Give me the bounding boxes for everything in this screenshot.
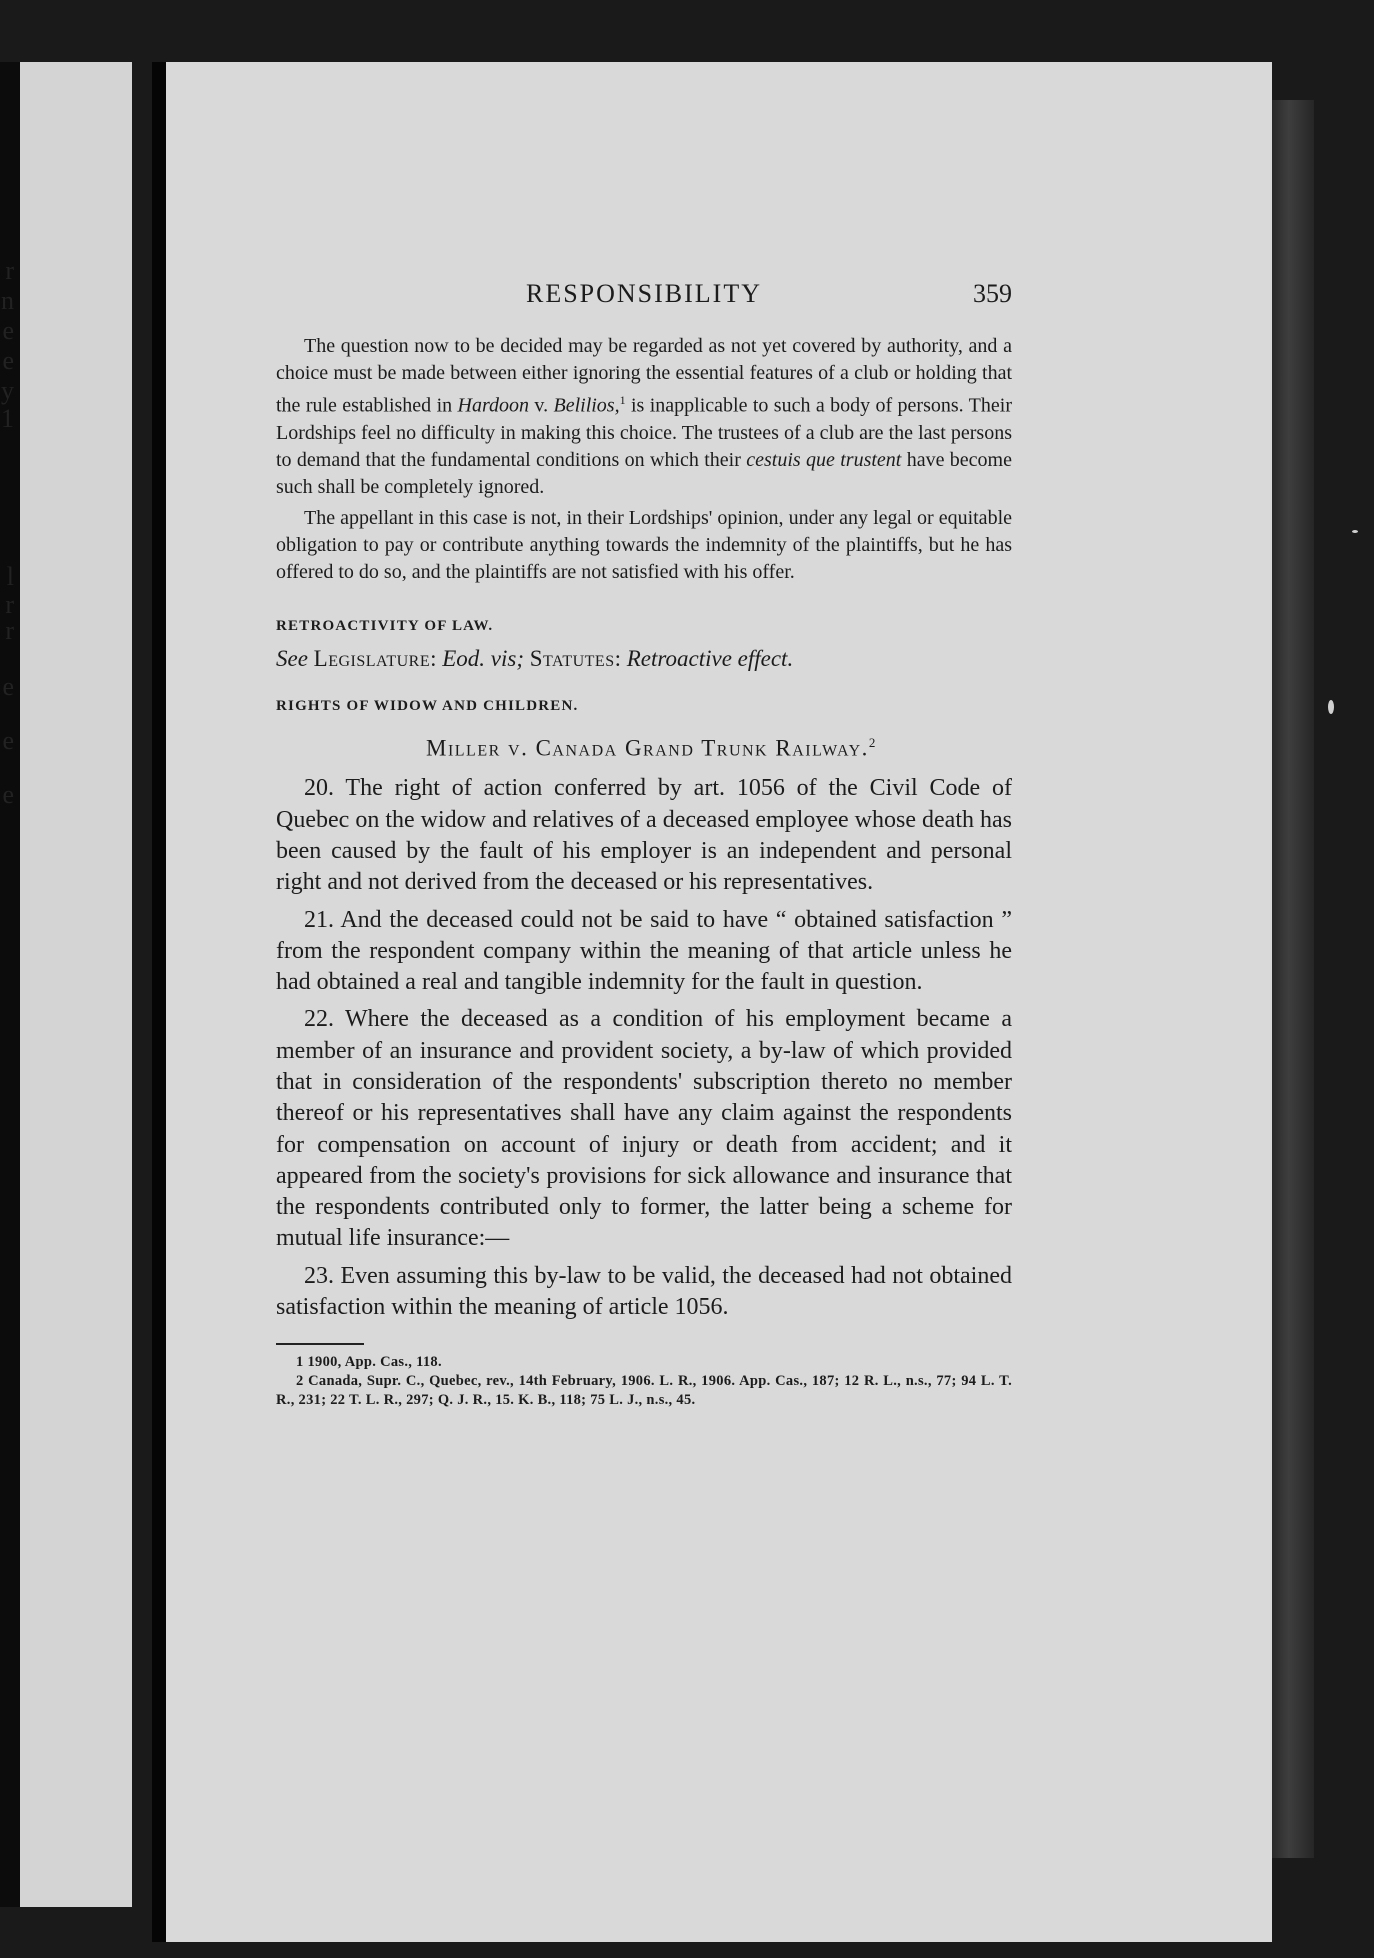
paragraph-number: 22. bbox=[304, 1006, 334, 1033]
cross-ref-sub: Retroactive effect. bbox=[626, 645, 794, 671]
paragraph-number: 23. bbox=[304, 1262, 334, 1289]
margin-fragment: l bbox=[6, 562, 14, 591]
paragraph bbox=[276, 333, 1012, 501]
text-run: v. bbox=[529, 394, 554, 417]
text-run: have become such shall be completely ignored. bbox=[276, 448, 1012, 498]
text-run: The right of action conferred by art. 1056 of the Civil Code of Quebec on the widow and relatives of a deceased employee whose death has been caused by the fault of his employer is an independent and personal right and not derived from the deceased or his representatives. bbox=[276, 775, 1012, 896]
margin-fragment: e bbox=[2, 780, 14, 809]
text-run: Even assuming this by-law to be valid, the deceased had not obtained satisfaction within the meaning of article 1056. bbox=[276, 1262, 1013, 1321]
cross-ref-title: Legislature bbox=[313, 645, 431, 671]
text-run: The question now to be decided may be regarded as not yet covered by authority, and a choice must be made between either ignoring the essential features of a club or holding that the rule established in bbox=[276, 335, 1012, 417]
running-head bbox=[276, 274, 1012, 314]
cross-reference bbox=[276, 644, 1012, 674]
margin-fragment: r bbox=[5, 256, 14, 285]
left-page-edge bbox=[0, 62, 132, 1907]
case-party: Hardoon bbox=[457, 394, 529, 417]
text-run: Where the deceased as a condition of his employment became a member of an insurance and provident society, a by-law of which provided that in consideration of the respondents' subscription thereto no member thereof or his representatives shall have any claim against the respondents for compensation on account of injury or death from accident; and it appeared from the society's provisions for sick allowance and insurance that the respondents contributed only to former, the latter being a scheme for mutual life insurance:— bbox=[276, 1006, 1012, 1252]
footnote-ref: 2 bbox=[868, 734, 877, 750]
gutter-shadow bbox=[152, 62, 166, 1942]
margin-fragment: r bbox=[5, 616, 14, 645]
page-number: 359 bbox=[973, 279, 1012, 308]
margin-fragment: e bbox=[2, 672, 14, 701]
case-name: Miller v. Canada Grand Trunk Railway. bbox=[426, 735, 869, 761]
text-run: : bbox=[430, 645, 443, 671]
section-heading: RETROACTIVITY OF LAW. bbox=[276, 617, 494, 634]
paragraph: The appellant in this case is not, in their Lordships' opinion, under any legal or equitable obligation to pay or contribute anything towards the indemnity of the plaintiffs, but he has offered to do so, and the plaintiffs are not satisfied with his offer. bbox=[276, 506, 1012, 583]
section-heading: RIGHTS OF WIDOW AND CHILDREN. bbox=[276, 697, 579, 714]
cross-ref-title: Statutes bbox=[529, 645, 615, 671]
margin-fragment: e bbox=[2, 346, 14, 375]
case-title bbox=[276, 728, 1012, 764]
margin-fragment: e bbox=[2, 726, 14, 755]
margin-fragment: y bbox=[1, 376, 14, 405]
page-stack-edge bbox=[1272, 100, 1314, 1858]
text-run: is inapplicable to such a body of persons. Their Lordships feel no difficulty in making this choice. The trustees of a club are the last persons to demand that the fundamental conditions on which their bbox=[276, 394, 1012, 471]
body-text bbox=[276, 333, 1012, 1410]
cross-ref-sub: Eod. vis; bbox=[442, 645, 525, 671]
footnote: 1 1900, App. Cas., 118. bbox=[296, 1354, 442, 1371]
latin-phrase: cestuis que trustent bbox=[746, 448, 902, 471]
footnote-ref: 1 bbox=[619, 393, 626, 407]
numbered-paragraph bbox=[276, 1261, 1012, 1324]
margin-fragment: n bbox=[1, 286, 14, 315]
see-label: See bbox=[276, 645, 308, 671]
margin-fragment: e bbox=[2, 316, 14, 345]
page-title: RESPONSIBILITY bbox=[525, 279, 762, 308]
numbered-paragraph bbox=[276, 1004, 1012, 1254]
scan-speck bbox=[1352, 530, 1358, 533]
paragraph-number: 20. bbox=[304, 775, 334, 802]
numbered-paragraph bbox=[276, 773, 1012, 898]
paragraph-number: 21. bbox=[304, 906, 334, 933]
footnote: 2 Canada, Supr. C., Quebec, rev., 14th February, 1906. L. R., 1906. App. Cas., 187; 12 R. L., n.s., 77; 94 L. T. R., 231; 22 T. L. R., 297; Q. J. R., 15. K. B., 118; 75 L. J., n.s., 45. bbox=[276, 1373, 1012, 1409]
scan-speck bbox=[1328, 700, 1334, 714]
numbered-paragraph bbox=[276, 905, 1012, 999]
margin-fragment: 1 bbox=[1, 404, 14, 433]
text-run: And the deceased could not be said to have “ obtained satisfaction ” from the respondent company within the meaning of that article unless he had obtained a real and tangible indemnity for the fault in question. bbox=[276, 906, 1012, 996]
case-party: Belilios, bbox=[553, 394, 620, 417]
margin-fragment: r bbox=[5, 590, 14, 619]
text-run: : bbox=[614, 645, 627, 671]
footnote-rule bbox=[276, 1343, 364, 1345]
